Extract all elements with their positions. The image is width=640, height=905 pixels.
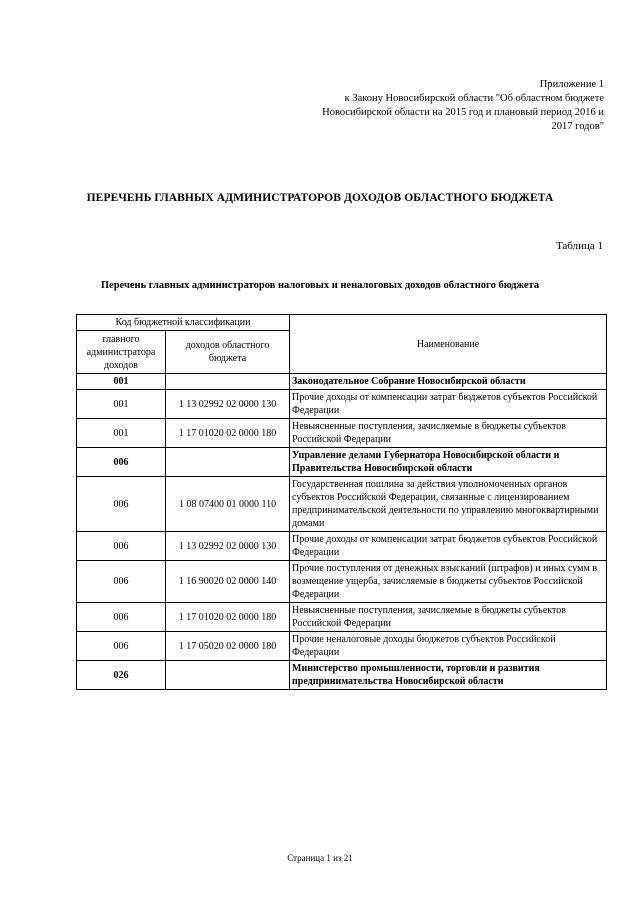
header-regional-income: доходов областного бюджета bbox=[166, 331, 290, 374]
appendix-line: Новосибирской области на 2015 год и плановый период 2016 и bbox=[322, 107, 604, 118]
table-header-row bbox=[77, 315, 607, 331]
admin-code-cell: 001 bbox=[77, 419, 166, 448]
name-cell: Прочие доходы от компенсации затрат бюджетов субъектов Российской Федерации bbox=[290, 532, 607, 561]
appendix-line: 2017 годов" bbox=[551, 121, 604, 132]
table-label: Таблица 1 bbox=[555, 240, 603, 252]
admin-code-cell: 006 bbox=[77, 448, 166, 477]
admin-code-cell: 006 bbox=[77, 477, 166, 532]
table-row bbox=[77, 419, 607, 448]
table-row bbox=[77, 448, 607, 477]
name-cell: Управление делами Губернатора Новосибирской области и Правительства Новосибирской области bbox=[290, 448, 607, 477]
name-cell: Невыясненные поступления, зачисляемые в бюджеты субъектов Российской Федерации bbox=[290, 419, 607, 448]
income-code-cell: 1 17 05020 02 0000 180 bbox=[166, 632, 290, 661]
name-cell: Невыясненные поступления, зачисляемые в бюджеты субъектов Российской Федерации bbox=[290, 603, 607, 632]
table-body bbox=[77, 374, 607, 690]
header-name: Наименование bbox=[290, 315, 607, 374]
table-row bbox=[77, 561, 607, 603]
table-row bbox=[77, 477, 607, 532]
document-title: ПЕРЕЧЕНЬ ГЛАВНЫХ АДМИНИСТРАТОРОВ ДОХОДОВ ОБЛАСТНОГО БЮДЖЕТА bbox=[86, 192, 554, 204]
table-row bbox=[77, 390, 607, 419]
income-code-cell: 1 08 07400 01 0000 110 bbox=[166, 477, 290, 532]
income-code-cell: 1 17 01020 02 0000 180 bbox=[166, 603, 290, 632]
table-subtitle: Перечень главных администраторов налоговых и неналоговых доходов областного бюджета bbox=[100, 280, 540, 291]
name-cell: Прочие неналоговые доходы бюджетов субъектов Российской Федерации bbox=[290, 632, 607, 661]
admin-code-cell: 006 bbox=[77, 561, 166, 603]
admin-code-cell: 006 bbox=[77, 632, 166, 661]
income-code-cell: 1 13 02992 02 0000 130 bbox=[166, 390, 290, 419]
revenue-administrators-table bbox=[76, 314, 607, 690]
name-cell: Прочие доходы от компенсации затрат бюджетов субъектов Российской Федерации bbox=[290, 390, 607, 419]
income-code-cell bbox=[166, 448, 290, 477]
table-row bbox=[77, 661, 607, 690]
appendix-line: Приложение 1 bbox=[539, 79, 604, 90]
income-code-cell bbox=[166, 661, 290, 690]
name-cell: Законодательное Собрание Новосибирской области bbox=[290, 374, 607, 390]
income-code-cell: 1 17 01020 02 0000 180 bbox=[166, 419, 290, 448]
table-row bbox=[77, 632, 607, 661]
name-cell: Прочие поступления от денежных взысканий (штрафов) и иных сумм в возмещение ущерба, зачисляемые в бюджеты субъектов Российской Федерации bbox=[290, 561, 607, 603]
admin-code-cell: 001 bbox=[77, 374, 166, 390]
income-code-cell bbox=[166, 374, 290, 390]
admin-code-cell: 006 bbox=[77, 603, 166, 632]
table-row bbox=[77, 603, 607, 632]
admin-code-cell: 001 bbox=[77, 390, 166, 419]
header-main-administrator: главного администратора доходов bbox=[77, 331, 166, 374]
table-row bbox=[77, 532, 607, 561]
admin-code-cell: 006 bbox=[77, 532, 166, 561]
income-code-cell: 1 13 02992 02 0000 130 bbox=[166, 532, 290, 561]
page-number: Страница 1 из 21 bbox=[287, 853, 353, 863]
name-cell: Министерство промышленности, торговли и развития предпринимательства Новосибирской области bbox=[290, 661, 607, 690]
income-code-cell: 1 16 90020 02 0000 140 bbox=[166, 561, 290, 603]
appendix-line: к Закону Новосибирской области "Об областном бюджете bbox=[344, 93, 604, 104]
table-row bbox=[77, 374, 607, 390]
admin-code-cell: 026 bbox=[77, 661, 166, 690]
header-classification-code: Код бюджетной классификации bbox=[77, 315, 290, 331]
appendix-header bbox=[264, 78, 604, 134]
name-cell: Государственная пошлина за действия уполномоченных органов субъектов Российской Федерации, связанные с лицензированием предпринимательской деятельности по управлению многоквартирными домами bbox=[290, 477, 607, 532]
